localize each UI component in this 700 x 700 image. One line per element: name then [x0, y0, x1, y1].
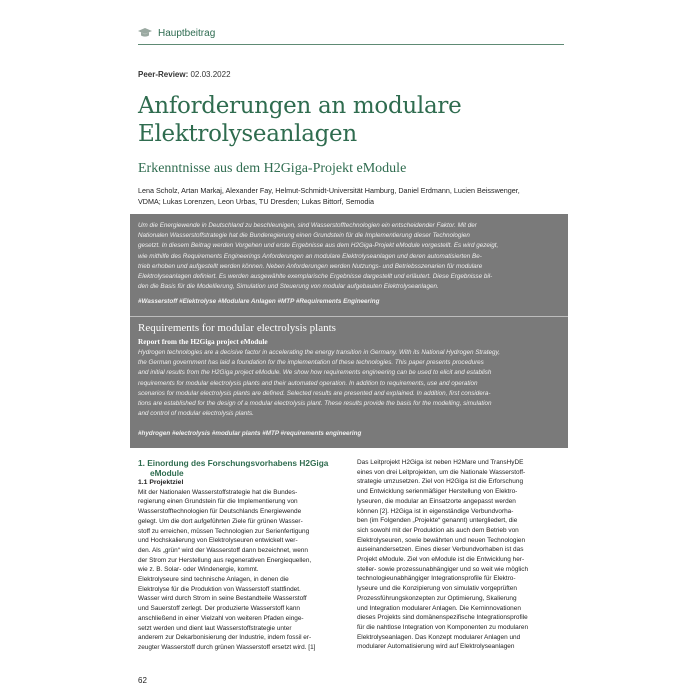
body-line: der Strom zur Herstellung aus regenerativen Energiequellen, — [138, 556, 312, 564]
abstract-en-line: Hydrogen technologies are a decisive factor in accelerating the energy transition in Germany. With its National Hydrogen Strategy, — [138, 349, 500, 356]
body-line: Elektrolyseanlagen. Das Konzept modularer Anlagen und — [357, 633, 521, 641]
abstract-german — [138, 221, 562, 292]
body-line: zeugter Wasserstoff durch grünen Wasserstoff ersetzt wird. [1] — [138, 643, 316, 651]
body-line: Das Leitprojekt H2Giga ist neben H2Mare und TransHyDE — [357, 459, 524, 466]
body-line: dieses Projekts sind domänenspezifische Integrationsprofile — [357, 614, 528, 622]
body-line: ben (im Folgenden „Projekte“ genannt) untergliedert, die — [357, 517, 518, 525]
peer-review-line — [138, 70, 231, 79]
abstract-en-line: and initial results from the H2Giga project eModule. We show how requirements engineering can be used to elicit and establish — [138, 369, 492, 377]
abstract-en-line: requirements for modular electrolysis plants and their automated operation. In addition to requirements, use and operation — [138, 379, 478, 387]
body-line: Wasserstofftechnologien für Deutschlands Energiewende — [138, 508, 302, 516]
body-line: und Hochskalierung von Elektrolyseuren entwickelt wer- — [138, 537, 298, 545]
body-line: lyseure und die Konzipierung von simulativ vorgeprüften — [357, 585, 517, 593]
abstract-en-line: scenarios for modular electrolysis plants are defined. Selected results are presented and explained. In addition, first considera- — [138, 389, 491, 397]
english-subtitle: Report from the H2Giga project eModule — [138, 337, 268, 346]
body-line: steller- sowie prozessunabhängiger und so weit wie möglich — [357, 565, 529, 573]
body-line: Projekt eModule. Ziel von eModule ist die Entwicklung her- — [357, 556, 525, 564]
page-number: 62 — [138, 676, 147, 685]
section-heading-line-2: eModule — [150, 468, 184, 478]
abstract-de-line: Nationalen Wasserstoffstrategie hat die Bunderegierung einen Grundstein für die Implementierung dieser Technologien — [138, 232, 470, 240]
body-line: Mit der Nationalen Wasserstoffstrategie hat die Bundes- — [138, 488, 298, 496]
section-heading — [138, 458, 345, 478]
body-line: auseinandersetzen. Eines dieser Verbundvorhaben ist das — [357, 546, 524, 554]
body-line: stoff zu erreichen, müssen Technologien zur Serienfertigung — [138, 527, 310, 535]
graduation-cap-icon — [138, 28, 152, 38]
abstract-de-line: trieb erhoben und aufgestellt werden können. Neben Anforderungen werden Nutzungs- und Betriebsszenarien für modulare — [138, 262, 483, 270]
body-line: können [2]. H2Giga ist in eigenständige Verbundvorha- — [357, 507, 514, 515]
abstract-de-line: gesetzt. In diesem Beitrag werden Vorgehen und erste Ergebnisse aus dem H2Giga-Projekt eModule vorgestellt. Es wird gezeigt, — [138, 242, 499, 250]
body-line: den. Als „grün“ wird der Wasserstoff dann bezeichnet, wenn — [138, 546, 308, 554]
abstract-en-line: and control of modular electrolysis plants. — [138, 410, 254, 418]
title-line-2: Elektrolyseanlagen — [138, 121, 357, 147]
abstract-de-line: wie mithilfe des Requirements Engineerings Anforderungen an modulare Elektrolyseanlagen und deren automatisierten Be- — [138, 252, 482, 260]
keywords-german: #Wasserstoff #Elektrolyse #Modulare Anlagen #MTP #Requirements Engineering — [138, 298, 380, 305]
body-line: Wasser wird durch Strom in seine Bestandteile Wasserstoff — [138, 595, 307, 603]
body-line: regierung einen Grundstein für die Implementierung von — [138, 498, 298, 506]
peer-review-label: Peer-Review: — [138, 70, 189, 79]
body-line: eines von drei Leitprojekten, um die Nationale Wasserstoff- — [357, 468, 526, 476]
abstract-de-line: Elektrolyseanlagen definiert. Es werden ausgewählte exemplarische Ergebnisse dargestellt und erläutert. Diese Ergebnisse bil- — [138, 273, 493, 281]
english-title: Requirements for modular electrolysis plants — [138, 322, 336, 334]
body-line: Elektrolyseuren, sowie bewährten und neuen Technologien — [357, 536, 526, 544]
section-heading-line-1: 1. Einordung des Forschungsvorhabens H2Giga — [138, 458, 329, 468]
body-line: Elektrolyse für die Produktion von Wasserstoff stattfindet. — [138, 585, 301, 593]
abstract-de-line: Um die Energiewende in Deutschland zu beschleunigen, sind Wasserstofftechnologien ein entscheidender Faktor. Mit der — [138, 222, 477, 229]
abstract-en-line: the German government has laid a foundation for the implementation of these technologies. This paper presents procedures — [138, 359, 484, 367]
article-subtitle: Erkenntnisse aus dem H2Giga-Projekt eModule — [138, 161, 407, 176]
body-line: und Entwicklung serienmäßiger Herstellung von Elektro- — [357, 488, 518, 496]
peer-review-date: 02.03.2022 — [190, 70, 231, 79]
body-line: und Integration modularer Anlagen. Die Kerninnovationen — [357, 604, 521, 612]
body-line: anderem zur Dekarbonisierung der Industrie, indem fossil er- — [138, 634, 312, 642]
abstract-de-line: den die Basis für die Modellierung, Simulation und Steuerung von modular aufgebauten Elektrolyseanlagen. — [138, 283, 439, 291]
authors-line-1: Lena Scholz, Artan Markaj, Alexander Fay, Helmut-Schmidt-Universität Hamburg, Daniel Erdmann, Lucien Beisswenger, — [138, 186, 520, 195]
section-header — [138, 22, 564, 45]
authors-line-2: VDMA; Lukas Lorenzen, Leon Urbas, TU Dresden; Lukas Bittorf, Semodia — [138, 197, 374, 206]
body-line: modularer Automatisierung wird auf Elektrolyseanlagen — [357, 643, 515, 651]
body-line: Elektrolyseure sind technische Anlagen, in denen die — [138, 576, 289, 584]
body-line: und Sauerstoff zerlegt. Der produzierte Wasserstoff kann — [138, 605, 300, 613]
body-line: wie z. B. Solar- oder Windenergie, kommt. — [138, 566, 259, 574]
subsection-heading: 1.1 Projektziel — [138, 479, 184, 486]
body-line: strategie umzusetzen. Ziel von H2Giga ist die Erforschung — [357, 478, 524, 486]
article-title — [138, 92, 568, 148]
abstract-english — [138, 348, 562, 419]
abstract-divider — [130, 316, 568, 317]
body-line: technologieunabhängiger Integrationsprofile für Elektro- — [357, 575, 516, 583]
body-column-left — [138, 458, 345, 653]
body-line: anschließend in einer Vielzahl von weiteren Pfaden einge- — [138, 614, 304, 622]
author-list — [138, 185, 566, 207]
body-column-right — [357, 458, 564, 652]
body-line: sich sowohl mit der Produktion als auch dem Betrieb von — [357, 526, 519, 534]
body-line: setzt werden und dient laut Wasserstoffstrategie unter — [138, 624, 292, 632]
abstract-en-line: tions are established for the design of a modular electrolysis plant. These results provide the basis for the modelling, simulation — [138, 400, 492, 408]
section-label: Hauptbeitrag — [158, 27, 216, 39]
body-line: lyseuren, die modular an Einsatzorte angepasst werden — [357, 497, 516, 505]
title-line-1: Anforderungen an modulare — [138, 93, 462, 119]
body-line: Prozessführungskonzepten zur Optimierung, Skalierung — [357, 594, 517, 602]
keywords-english: #hydrogen #electrolysis #modular plants #MTP #requirements engineering — [138, 430, 362, 437]
body-line: gelegt. Um die dort aufgeführten Ziele für grünen Wasser- — [138, 517, 303, 525]
body-line: für die nahtlose Integration von Komponenten zu modularen — [357, 623, 529, 631]
